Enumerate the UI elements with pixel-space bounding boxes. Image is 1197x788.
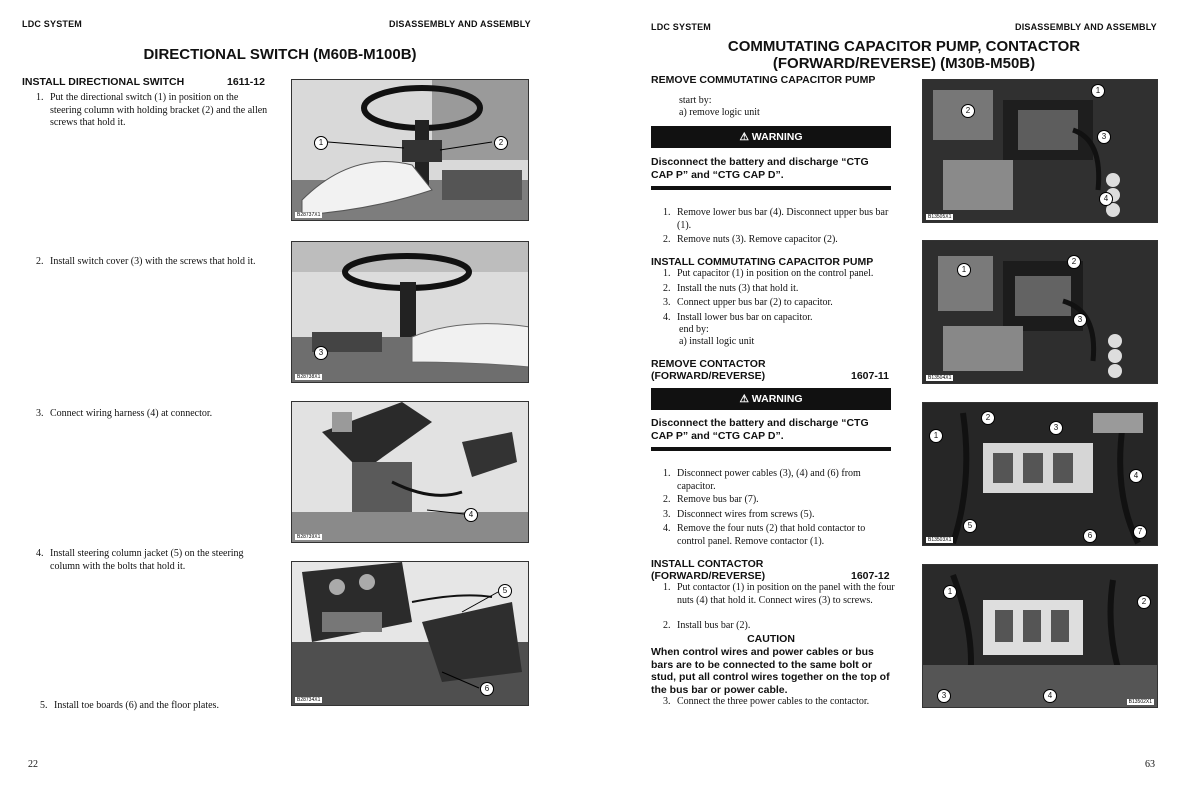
step-item: 2. Install switch cover (3) with the screws that hold it.	[36, 256, 256, 267]
right-running-header: LDC SYSTEM	[651, 22, 712, 32]
start-by-label: start by:	[679, 95, 712, 106]
callout-marker: 2	[1137, 595, 1151, 609]
divider-rule	[651, 447, 891, 451]
step-item: 1. Put the directional switch (1) in position on the steering column with holding bracket (2) and the allen screws that hold it.	[36, 92, 268, 128]
callout-marker: 4	[1099, 192, 1113, 206]
section-heading: INSTALL DIRECTIONAL SWITCH	[22, 76, 185, 88]
step-item: 1. Put capacitor (1) in position on the control panel.	[663, 268, 874, 279]
left-page-title: DIRECTIONAL SWITCH (M60B-M100B)	[143, 46, 417, 63]
figure-label: B28739X1	[297, 534, 321, 540]
callout-marker: 3	[937, 689, 951, 703]
figure-label: B13503X1	[928, 537, 952, 543]
step-item: 3. Disconnect wires from screws (5).	[663, 509, 815, 520]
photo-control-panel	[923, 241, 1158, 384]
right-page-number: 63	[1145, 759, 1155, 770]
warning-banner: ⚠ WARNING	[651, 126, 891, 148]
warning-text: Disconnect the battery and discharge “CTG CAP P” and “CTG CAP D”.	[651, 156, 869, 181]
end-by-label: end by:	[679, 324, 709, 335]
section-heading: INSTALL COMMUTATING CAPACITOR PUMP	[651, 256, 874, 268]
section-heading: REMOVE COMMUTATING CAPACITOR PUMP	[651, 74, 876, 86]
callout-marker: 4	[464, 508, 478, 522]
callout-marker: 2	[961, 104, 975, 118]
right-running-header-right: DISASSEMBLY AND ASSEMBLY	[1015, 22, 1157, 32]
figure-label: B13505X1	[928, 214, 952, 220]
warning-banner: ⚠ WARNING	[651, 388, 891, 410]
divider-rule	[651, 186, 891, 190]
figure-capacitor-removal	[922, 79, 1158, 223]
callout-marker: 6	[480, 682, 494, 696]
step-item: 1. Disconnect power cables (3), (4) and (6) from capacitor.	[663, 468, 861, 492]
figure-label: B28737X1	[297, 212, 321, 218]
photo-wiring-harness	[292, 402, 529, 543]
left-running-header: LDC SYSTEM	[22, 19, 83, 29]
photo-steering-switch	[292, 80, 529, 221]
callout-marker: 2	[981, 411, 995, 425]
callout-marker: 2	[494, 136, 508, 150]
step-item: 4. Install steering column jacket (5) on the steering column with the bolts that hold it.	[36, 548, 244, 572]
figure-label: B13502X1	[1128, 699, 1152, 705]
callout-marker: 3	[1097, 130, 1111, 144]
figure-capacitor-install	[922, 240, 1158, 384]
end-by-item: a) install logic unit	[679, 336, 755, 347]
step-item: 3. Connect the three power cables to the contactor.	[663, 696, 870, 707]
photo-switch-cover	[292, 242, 529, 383]
callout-marker: 3	[1073, 313, 1087, 327]
figure-switch-cover	[291, 241, 529, 383]
step-item: 1. Put contactor (1) in position on the panel with the four nuts (4) that hold it. Connect wires (3) to screws.	[663, 582, 895, 606]
callout-marker: 5	[498, 584, 512, 598]
figure-contactor-removal	[922, 402, 1158, 546]
figure-directional-switch	[291, 79, 529, 221]
callout-marker: 4	[1129, 469, 1143, 483]
section-heading: REMOVE CONTACTOR (FORWARD/REVERSE)	[651, 358, 766, 382]
figure-label: B28738X1	[297, 374, 321, 380]
left-page-number: 22	[28, 759, 38, 770]
right-page-title: COMMUTATING CAPACITOR PUMP, CONTACTOR (FORWARD/REVERSE) (M30B-M50B)	[727, 38, 1081, 72]
callout-marker: 1	[929, 429, 943, 443]
photo-contactor	[923, 565, 1158, 708]
callout-marker: 3	[1049, 421, 1063, 435]
section-code: 1607-12	[851, 570, 890, 582]
start-by-item: a) remove logic unit	[679, 107, 760, 118]
step-item: 4. Remove the four nuts (2) that hold contactor to control panel. Remove contactor (1).	[663, 523, 866, 547]
callout-marker: 1	[1091, 84, 1105, 98]
section-code: 1607-11	[851, 370, 889, 382]
callout-marker: 4	[1043, 689, 1057, 703]
step-item: 2. Remove bus bar (7).	[663, 494, 759, 505]
callout-marker: 6	[1083, 529, 1097, 543]
callout-marker: 1	[943, 585, 957, 599]
callout-marker: 7	[1133, 525, 1147, 539]
step-item: 3. Connect wiring harness (4) at connector.	[36, 408, 213, 419]
step-item: 2. Remove nuts (3). Remove capacitor (2).	[663, 234, 838, 245]
callout-marker: 1	[314, 136, 328, 150]
figure-wiring-harness	[291, 401, 529, 543]
section-code: 1611-12	[227, 76, 265, 88]
caution-heading: CAUTION	[747, 633, 795, 645]
photo-control-panel	[923, 80, 1158, 223]
left-running-header-right: DISASSEMBLY AND ASSEMBLY	[389, 19, 531, 29]
step-item: 3. Connect upper bus bar (2) to capacitor.	[663, 297, 833, 308]
callout-marker: 1	[957, 263, 971, 277]
photo-contactor	[923, 403, 1158, 546]
photo-column-jacket	[292, 562, 529, 706]
warning-text: Disconnect the battery and discharge “CTG CAP P” and “CTG CAP D”.	[651, 417, 869, 442]
step-item: 2. Install bus bar (2).	[663, 620, 751, 631]
caution-text: When control wires and power cables or bus bars are to be connected to the same bolt or stud, put all control wires together on the top of the bus bar or power cable.	[651, 646, 890, 696]
figure-contactor-install	[922, 564, 1158, 708]
step-item: 2. Install the nuts (3) that hold it.	[663, 283, 799, 294]
step-item: 5. Install toe boards (6) and the floor plates.	[40, 700, 219, 711]
callout-marker: 3	[314, 346, 328, 360]
figure-label: B28734X1	[297, 697, 321, 703]
figure-label: B13504X1	[928, 375, 952, 381]
step-item: 4. Install lower bus bar on capacitor.	[663, 312, 813, 323]
callout-marker: 2	[1067, 255, 1081, 269]
step-item: 1. Remove lower bus bar (4). Disconnect upper bus bar (1).	[663, 207, 889, 231]
figure-column-jacket	[291, 561, 529, 706]
section-heading: INSTALL CONTACTOR (FORWARD/REVERSE)	[651, 558, 766, 582]
callout-marker: 5	[963, 519, 977, 533]
